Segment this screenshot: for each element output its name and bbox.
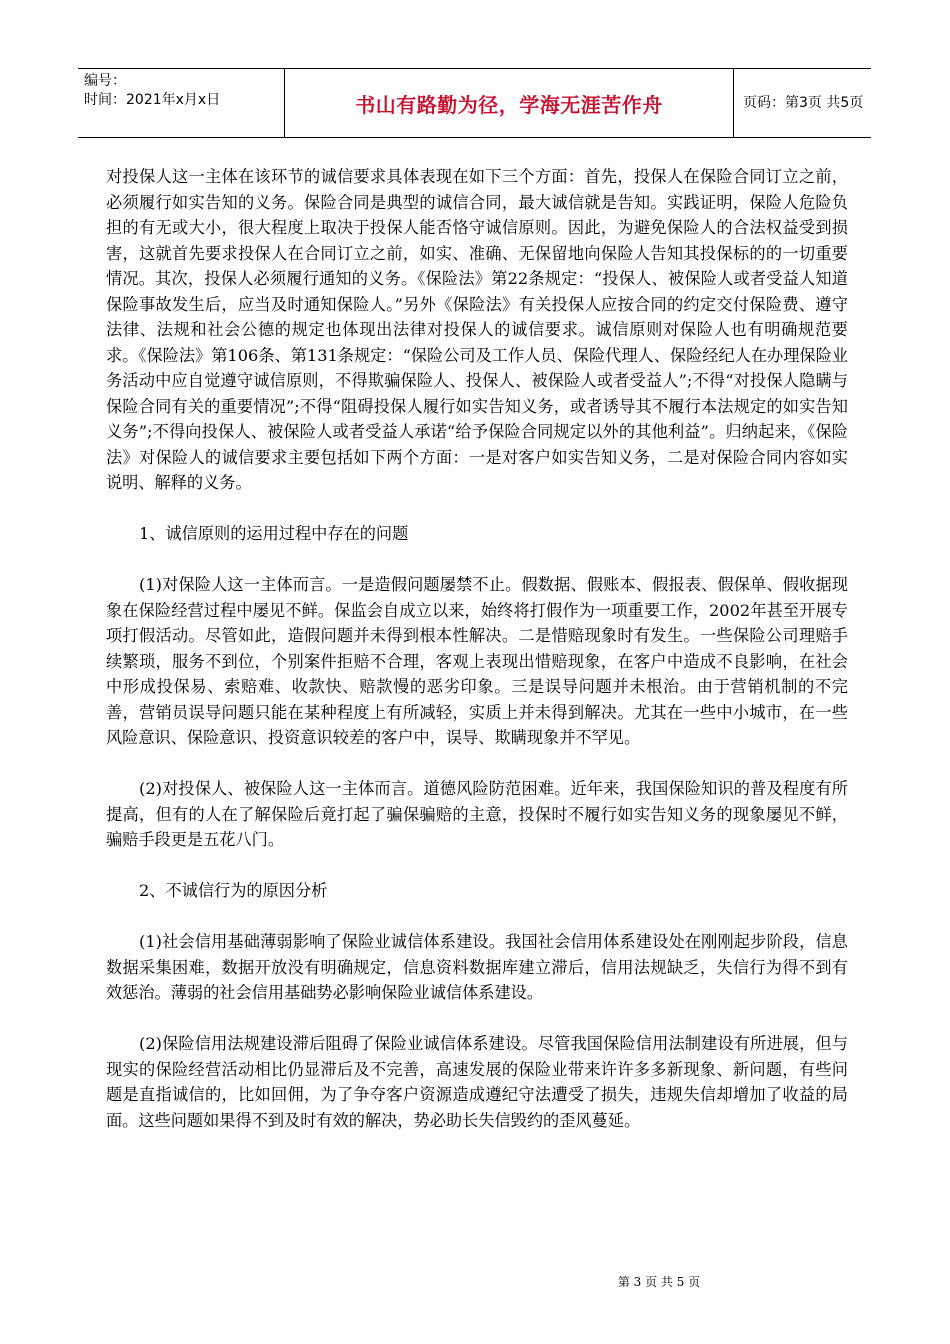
header-motto-cell — [284, 69, 734, 137]
document-body — [106, 164, 848, 1133]
section-heading: 1、诚信原则的运用过程中存在的问题 — [139, 524, 409, 543]
paragraph: 对投保人这一主体在该环节的诚信要求具体表现在如下三个方面：首先，投保人在保险合同订立之前，必须履行如实告知的义务。保险合同是典型的诚信合同，最大诚信就是告知。实践证明，保险人危险负担的有无或大小，很大程度上取决于投保人能否恪守诚信原则。因此，为避免保险人的合法权益受到损害，这就首先要求投保人在合同订立之前，如实、准确、无保留地向保险人告知其投保标的的一切重要情况。其次，投保人必须履行通知的义务。《保险法》第22条规定：“投保人、被保险人或者受益人知道保险事故发生后，应当及时通知保险人。”另外《保险法》有关投保人应按合同的约定交付保险费、遵守法律、法规和社会公德的规定也体现出法律对投保人的诚信要求。诚信原则对保险人也有明确规范要求。《保险法》第106条、第131条规定：“保险公司及工作人员、保险代理人、保险经纪人在办理保险业务活动中应自觉遵守诚信原则，不得欺骗保险人、投保人、被保险人或者受益人”;不得“对投保人隐瞒与保险合同有关的重要情况”;不得“阻碍投保人履行如实告知义务，或者诱导其不履行本法规定的如实告知义务”;不得向投保人、被保险人或者受益人承诺“给予保险合同规定以外的其他利益”。归纳起来，《保险法》对保险人的诚信要求主要包括如下两个方面：一是对客户如实告知义务，二是对保险合同内容如实说明、解释的义务。 — [106, 167, 848, 492]
paragraph: (2)保险信用法规建设滞后阻碍了保险业诚信体系建设。尽管我国保险信用法制建设有所进展，但与现实的保险经营活动相比仍显滞后及不完善，高速发展的保险业带来许许多多新现象、新问题，有些问题是直指诚信的，比如回佣，为了争夺客户资源造成遵纪守法遭受了损失，违规失信却增加了收益的局面。这些问题如果得不到及时有效的解决，势必助长失信毁约的歪风蔓延。 — [106, 1034, 848, 1130]
section-heading: 2、不诚信行为的原因分析 — [139, 881, 328, 900]
paragraph: (2)对投保人、被保险人这一主体而言。道德风险防范困难。近年来，我国保险知识的普及程度有所提高，但有的人在了解保险后竟打起了骗保骗赔的主意，投保时不履行如实告知义务的现象屡见不鲜，骗赔手段更是五花八门。 — [106, 779, 848, 849]
header-page-cell — [733, 69, 871, 137]
header-motto: 书山有路勤为径，学海无涯苦作舟 — [355, 92, 663, 117]
header-meta — [78, 69, 284, 137]
header-page-info: 页码：第3页 共5页 — [743, 94, 864, 111]
paragraph: (1)对保险人这一主体而言。一是造假问题屡禁不止。假数据、假账本、假报表、假保单、假收据现象在保险经营过程中屡见不鲜。保监会自成立以来，始终将打假作为一项重要工作，2002年甚至开展专项打假活动。尽管如此，造假问题并未得到根本性解决。二是惜赔现象时有发生。一些保险公司理赔手续繁琐，服务不到位，个别案件拒赔不合理，客观上表现出惜赔现象，在客户中造成不良影响，在社会中形成投保易、索赔难、收款快、赔款慢的恶劣印象。三是误导问题并未根治。由于营销机制的不完善，营销员误导问题只能在某种程度上有所减轻，实质上并未得到解决。尤其在一些中小城市，在一些风险意识、保险意识、投资意识较差的客户中，误导、欺瞒现象并不罕见。 — [106, 575, 848, 747]
page-header — [78, 68, 871, 138]
document-date-label: 时间：2021年x月x日 — [84, 92, 221, 108]
footer-page-number: 第 3 页 共 5 页 — [617, 1275, 701, 1289]
document-number-label: 编号： — [84, 73, 126, 89]
paragraph: (1)社会信用基础薄弱影响了保险业诚信体系建设。我国社会信用体系建设处在刚刚起步阶段，信息数据采集困难，数据开放没有明确规定，信息资料数据库建立滞后，信用法规缺乏，失信行为得不到有效惩治。薄弱的社会信用基础势必影响保险业诚信体系建设。 — [106, 932, 848, 1002]
page-footer — [0, 1273, 950, 1290]
